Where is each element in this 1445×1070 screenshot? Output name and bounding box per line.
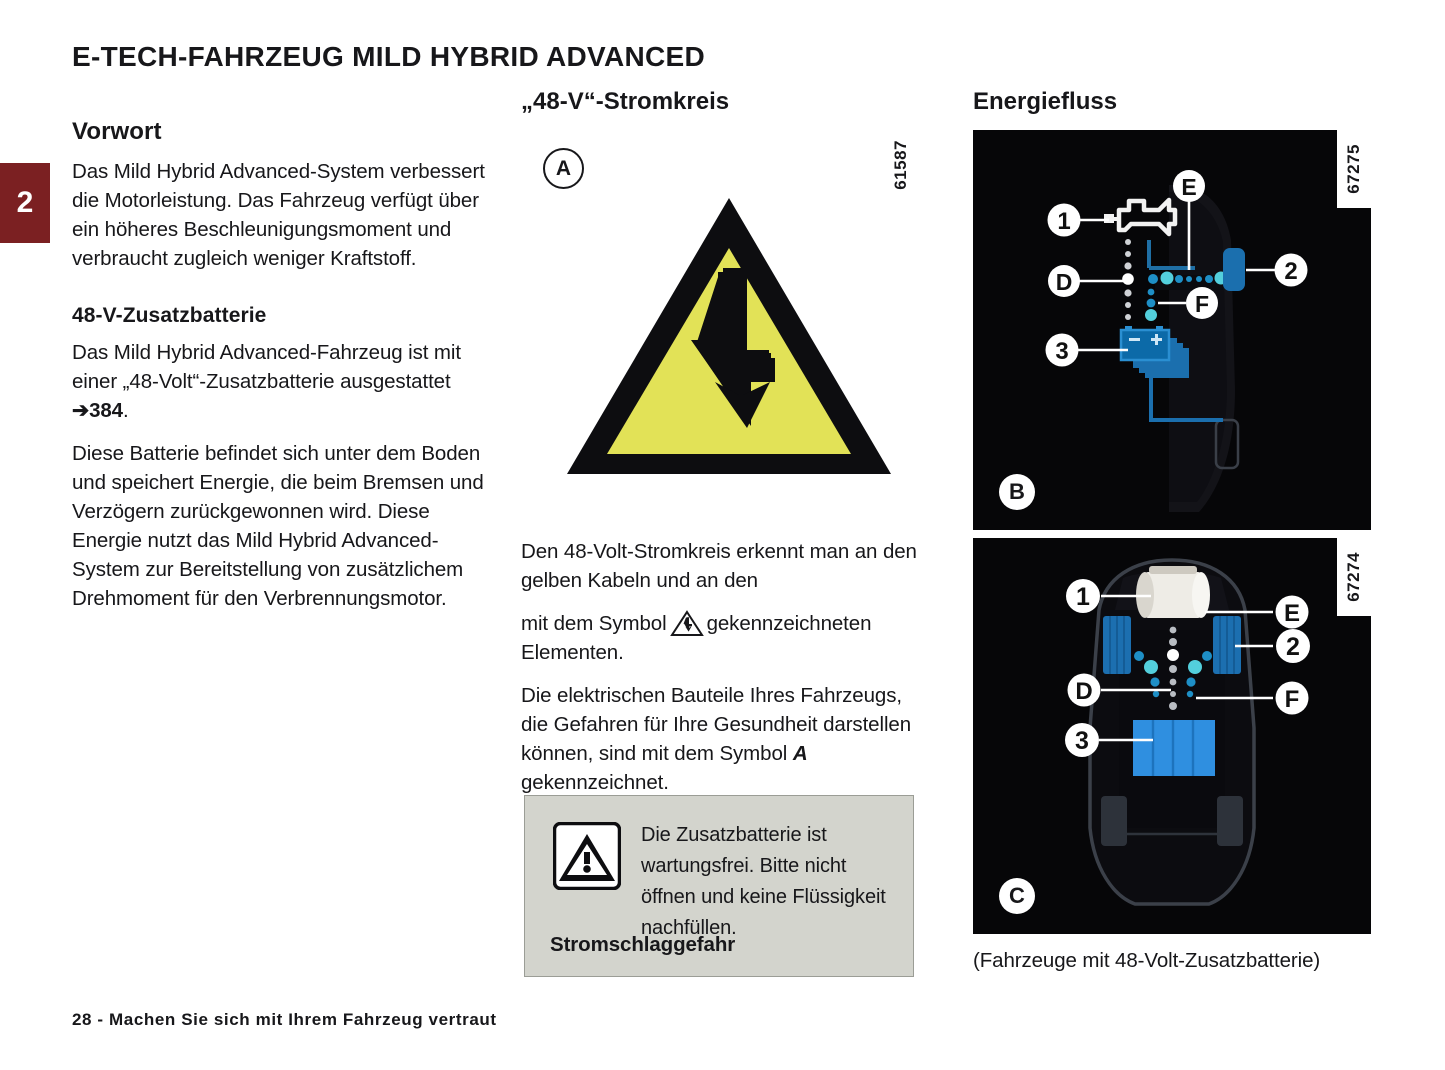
energy-flow-side-view-svg xyxy=(973,130,1371,530)
svg-text:F: F xyxy=(1284,686,1300,713)
page-footer: 28 - Machen Sie sich mit Ihrem Fahrzeug vertraut xyxy=(72,1010,497,1029)
figure-energy-flow-top-view xyxy=(973,538,1371,934)
paragraph-text-post: gekennzeichnet. xyxy=(521,771,669,794)
paragraph-vorwort: Das Mild Hybrid Advanced-System verbessert die Motorleistung. Das Fahrzeug verfügt über ein höheres Beschleunigungsmoment und verbraucht zugleich weniger Kraftstoff. xyxy=(72,159,485,270)
svg-text:2: 2 xyxy=(1284,258,1298,285)
figure-letter-b: B xyxy=(999,474,1035,510)
figure-reference-badge-67275: 67275 xyxy=(1337,130,1371,208)
figure-reference-61587: 61587 xyxy=(891,140,910,190)
paragraph-48v-erkennung: Den 48-Volt-Stromkreis erkennt man an den gelben Kabeln und an den xyxy=(521,540,917,592)
paragraph-text-post: . xyxy=(122,398,129,422)
section-heading-energiefluss: Energiefluss xyxy=(973,88,1118,115)
paragraph-symbol-kennzeichnung xyxy=(521,609,931,667)
cross-reference-arrow-icon: ➔ xyxy=(72,398,90,422)
paragraph-text-pre: Das Mild Hybrid Advanced-Fahrzeug ist mit einer „48-Volt“-Zusatzbatterie ausgestattet xyxy=(72,340,461,393)
left-column xyxy=(72,118,486,613)
svg-text:1: 1 xyxy=(1057,208,1071,235)
section-heading-48v-stromkreis: „48-V“-Stromkreis xyxy=(521,88,730,115)
electric-hazard-triangle-icon xyxy=(670,610,704,637)
paragraph-zusatzbatterie-intro xyxy=(72,338,486,425)
figure-caption: (Fahrzeuge mit 48-Volt-Zusatzbatterie) xyxy=(973,949,1321,972)
warning-exclamation-triangle-icon xyxy=(553,822,621,890)
hazard-triangle-svg xyxy=(563,190,895,480)
svg-text:F: F xyxy=(1194,291,1210,317)
chapter-tab: 2 xyxy=(0,163,50,243)
warning-box-text: Die Zusatzbatterie ist wartungsfrei. Bitte nicht öffnen und keine Flüssigkeit nachfüllen. xyxy=(641,824,886,939)
symbol-letter-a: A xyxy=(792,742,808,765)
figure-reference-badge-67274: 67274 xyxy=(1337,538,1371,616)
right-column xyxy=(973,88,1373,117)
warning-box xyxy=(524,795,914,977)
middle-column xyxy=(521,88,927,117)
page-title: E-TECH-FAHRZEUG MILD HYBRID ADVANCED xyxy=(72,41,706,72)
energy-flow-top-view-svg xyxy=(973,538,1371,934)
warning-box-title: Stromschlaggefahr xyxy=(550,933,736,956)
figure-marker-a: A xyxy=(543,148,584,189)
high-voltage-hazard-triangle-icon xyxy=(563,190,895,480)
paragraph-text-pre: Die elektrischen Bauteile Ihres Fahrzeugs, die Gefahren für Ihre Gesundheit darstellen können, sind mit dem Symbol xyxy=(521,684,911,765)
middle-column-body xyxy=(521,537,931,797)
paragraph-text-post: gekennzeichneten Elementen. xyxy=(521,612,872,664)
paragraph-elektrische-bauteile xyxy=(521,681,931,797)
figure-letter-c: C xyxy=(999,878,1035,914)
svg-text:E: E xyxy=(1181,174,1197,200)
svg-text:D: D xyxy=(1055,269,1073,295)
paragraph-text-pre: mit dem Symbol xyxy=(521,612,667,635)
section-heading-zusatzbatterie: 48-V-Zusatzbatterie xyxy=(72,303,267,327)
section-heading-vorwort: Vorwort xyxy=(72,118,162,145)
svg-text:3: 3 xyxy=(1055,338,1069,365)
svg-text:3: 3 xyxy=(1075,727,1089,755)
svg-text:2: 2 xyxy=(1286,633,1300,661)
figure-energy-flow-side-view xyxy=(973,130,1371,530)
svg-text:1: 1 xyxy=(1076,583,1090,611)
cross-reference-page[interactable]: 384 xyxy=(89,398,123,422)
svg-text:D: D xyxy=(1075,678,1093,705)
svg-text:E: E xyxy=(1283,600,1301,627)
paragraph-zusatzbatterie-detail: Diese Batterie befindet sich unter dem Boden und speichert Energie, die beim Bremsen und Verzögern zurückgewonnen wird. Diese Energie nutzt das Mild Hybrid Advanced-System zur Bereitstellung von zusätzlichem Drehmoment für den Verbrennungsmotor. xyxy=(72,441,484,610)
